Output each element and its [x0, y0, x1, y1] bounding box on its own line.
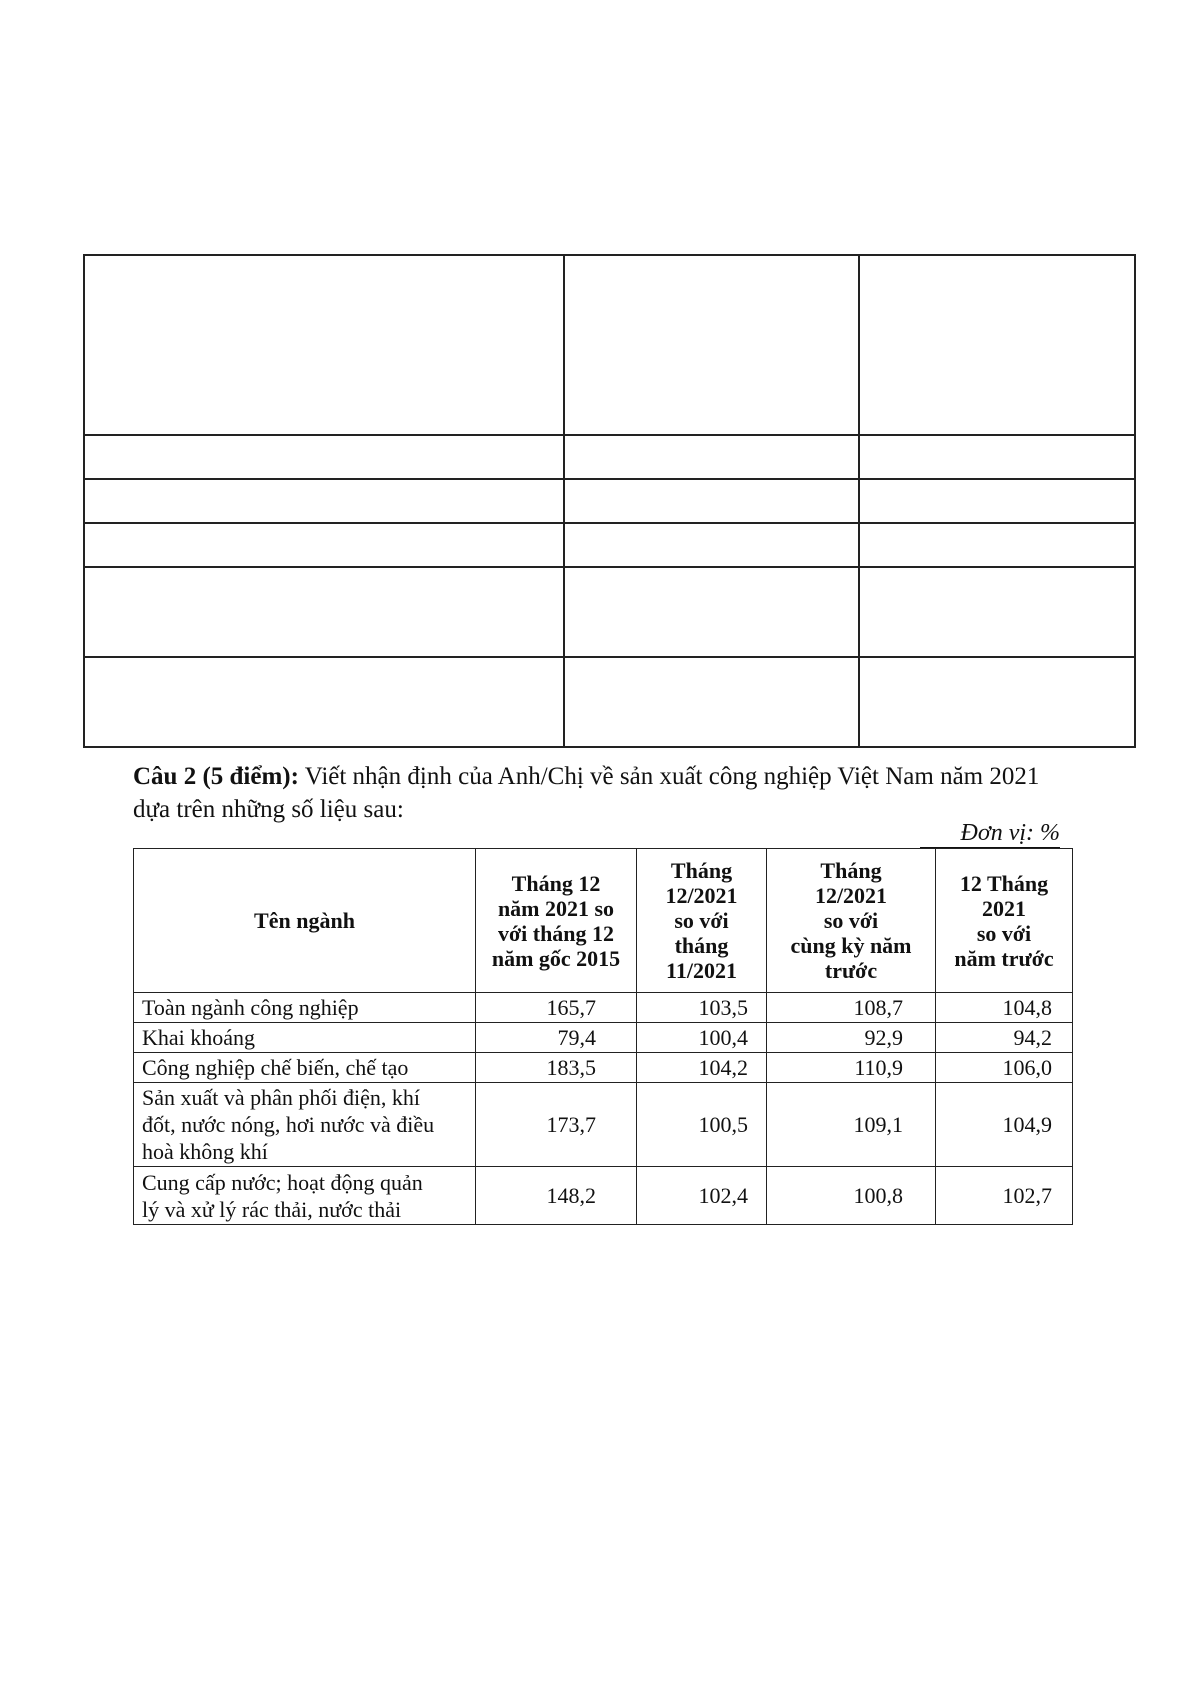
grid-cell	[859, 255, 1135, 435]
question-text	[133, 760, 1073, 826]
unit-note: Đơn vị: %	[900, 820, 1060, 848]
value-cell: 104,9	[936, 1083, 1073, 1167]
grid-cell	[564, 255, 859, 435]
header-line: trước	[824, 958, 878, 983]
value-cell: 79,4	[476, 1023, 637, 1053]
table-row	[134, 993, 1073, 1023]
value-cell: 103,5	[637, 993, 767, 1023]
header-line: 12 Tháng	[959, 870, 1049, 896]
question-label: Câu 2 (5 điểm):	[133, 763, 299, 790]
grid-cell	[859, 523, 1135, 567]
value-cell: 104,8	[936, 993, 1073, 1023]
table-header-row	[134, 849, 1073, 993]
value-cell: 173,7	[476, 1083, 637, 1167]
value-cell: 110,9	[767, 1053, 936, 1083]
header-line: tháng	[674, 933, 729, 958]
header-line: năm gốc 2015	[491, 945, 621, 971]
header-line: 12/2021	[814, 883, 888, 908]
grid-cell	[84, 657, 564, 747]
header-line: Tháng	[820, 858, 882, 883]
column-header	[637, 849, 767, 993]
industry-table	[133, 848, 1072, 1225]
column-header	[936, 849, 1073, 993]
table-row	[134, 1167, 1073, 1225]
grid-cell	[84, 255, 564, 435]
empty-answer-grid	[83, 254, 1134, 748]
industry-name-line: hoà không khí	[142, 1139, 268, 1164]
grid-cell	[564, 567, 859, 657]
header-line: 2021	[982, 895, 1026, 921]
grid-cell	[859, 435, 1135, 479]
industry-name	[134, 1167, 476, 1225]
industry-name: Công nghiệp chế biến, chế tạo	[134, 1053, 476, 1083]
grid-cell	[84, 479, 564, 523]
header-line: Tên ngành	[254, 908, 355, 933]
grid-cell	[859, 567, 1135, 657]
grid-cell	[564, 657, 859, 747]
value-cell: 104,2	[637, 1053, 767, 1083]
value-cell: 100,8	[767, 1167, 936, 1225]
column-header	[134, 849, 476, 993]
header-line: so với	[823, 908, 879, 933]
column-header	[767, 849, 936, 993]
column-header	[476, 849, 637, 993]
header-line: với tháng 12	[497, 920, 615, 946]
grid-cell	[84, 567, 564, 657]
grid-cell	[859, 479, 1135, 523]
value-cell: 165,7	[476, 993, 637, 1023]
header-line: năm 2021 so	[497, 895, 615, 921]
industry-name: Khai khoáng	[134, 1023, 476, 1053]
table-row	[134, 1053, 1073, 1083]
industry-name-line: lý và xử lý rác thải, nước thải	[142, 1196, 402, 1222]
header-line: 11/2021	[666, 958, 737, 983]
value-cell: 100,5	[637, 1083, 767, 1167]
value-cell: 108,7	[767, 993, 936, 1023]
value-cell: 148,2	[476, 1167, 637, 1225]
header-line: 12/2021	[665, 883, 738, 908]
value-cell: 92,9	[767, 1023, 936, 1053]
value-cell: 100,4	[637, 1023, 767, 1053]
value-cell: 106,0	[936, 1053, 1073, 1083]
value-cell: 109,1	[767, 1083, 936, 1167]
value-cell: 102,4	[637, 1167, 767, 1225]
industry-name-line: Sản xuất và phân phối điện, khí	[142, 1085, 421, 1110]
grid-cell	[859, 657, 1135, 747]
value-cell: 102,7	[936, 1167, 1073, 1225]
grid-cell	[564, 479, 859, 523]
industry-name	[134, 1083, 476, 1167]
header-line: Tháng	[670, 858, 733, 883]
industry-name: Toàn ngành công nghiệp	[134, 993, 476, 1023]
grid-cell	[564, 523, 859, 567]
header-line: so với	[674, 908, 729, 933]
header-line: so với	[976, 920, 1032, 946]
grid-cell	[84, 523, 564, 567]
grid-cell	[564, 435, 859, 479]
industry-name-line: đốt, nước nóng, hơi nước và điều	[142, 1112, 435, 1137]
table-row	[134, 1083, 1073, 1167]
header-line: Tháng 12	[511, 870, 601, 896]
question-body: Viết nhận định của Anh/Chị về sản xuất công nghiệp Việt Nam năm 2021 dựa trên những số liệu sau:	[133, 763, 1040, 823]
header-line: cùng kỳ năm	[790, 933, 912, 958]
table-row	[134, 1023, 1073, 1053]
grid-cell	[84, 435, 564, 479]
value-cell: 183,5	[476, 1053, 637, 1083]
value-cell: 94,2	[936, 1023, 1073, 1053]
header-line: năm trước	[954, 945, 1054, 971]
industry-name-line: Cung cấp nước; hoạt động quản	[142, 1169, 423, 1195]
